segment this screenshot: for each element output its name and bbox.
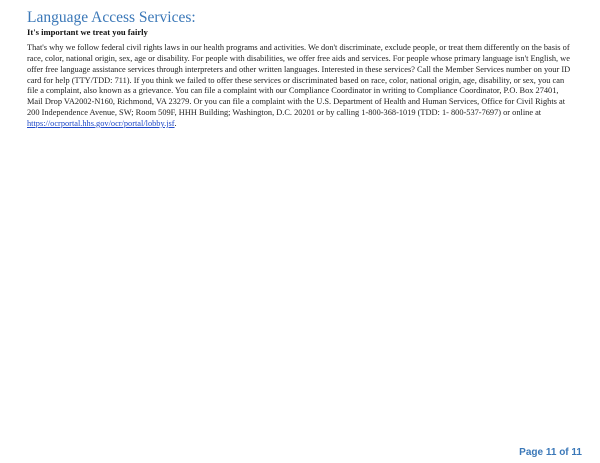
- page-number: Page 11 of 11: [519, 447, 582, 458]
- paragraph-text: That's why we follow federal civil rights laws in our health programs and activities. We don't discriminate, exclude people, or treat them differently on the basis of race, color, national origin, sex, age or disability. For people with disabilities, we offer free aids and services. For people whose primary language isn't English, we offer free language assistance services through interpreters and other written languages. Interested in these services? Call the Member Services number on your ID card for help (TTY/TDD: 711). If you think we failed to offer these services or discriminated based on race, color, national origin, age, disability, or sex, you can file a complaint, also known as a grievance. You can file a complaint with our Compliance Coordinator in writing to Compliance Coordinator, P.O. Box 27401, Mail Drop VA2002-N160, Richmond, VA 23279. Or you can file a complaint with the U.S. Department of Health and Human Services, Office for Civil Rights at 200 Independence Avenue, SW; Room 509F, HHH Building; Washington, D.C. 20201 or by calling 1-800-368-1019 (TDD: 1- 800-537-7697) or online at: [27, 43, 571, 118]
- section-subtitle: It's important we treat you fairly: [27, 27, 148, 37]
- body-paragraph: [27, 43, 573, 130]
- section-title: Language Access Services:: [27, 9, 196, 26]
- paragraph-end: .: [174, 118, 177, 128]
- ocr-portal-link[interactable]: https://ocrportal.hhs.gov/ocr/portal/lobby.jsf: [27, 118, 175, 128]
